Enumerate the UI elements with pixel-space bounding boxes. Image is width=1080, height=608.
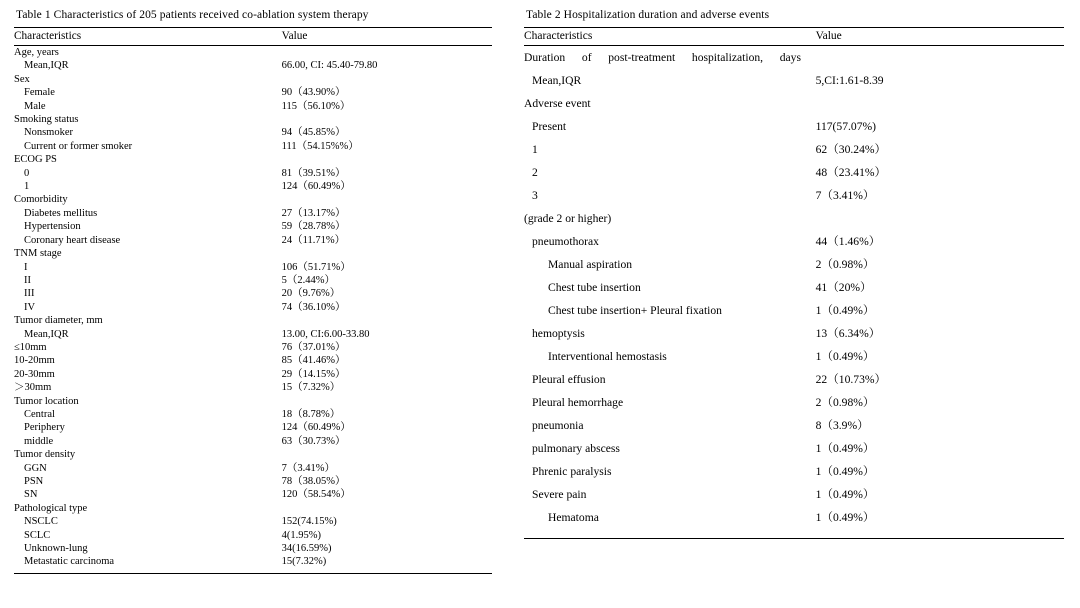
row-label: Mean,IQR: [532, 73, 582, 87]
row-label: Comorbidity: [14, 194, 68, 206]
rule-cell: [524, 529, 816, 539]
table-row: [524, 253, 1064, 276]
row-label: (grade 2 or higher): [524, 211, 612, 225]
table-row: [524, 460, 1064, 483]
row-label: 1: [24, 181, 30, 193]
row-value: [282, 314, 492, 327]
row-label: ＞30mm: [14, 382, 52, 394]
row-value: 94（45.85%）: [281, 127, 346, 139]
row-value: 15(7.32%): [281, 556, 327, 568]
table-row: [14, 46, 492, 60]
table-row: [14, 462, 492, 475]
table-row: [14, 529, 492, 542]
row-value: 13（6.34%）: [815, 326, 881, 340]
row-label: NSCLC: [24, 516, 58, 528]
table-row: [14, 59, 492, 72]
row-value: 1（0.49%）: [815, 510, 875, 524]
row-value: [282, 193, 492, 206]
row-label: 2: [532, 165, 538, 179]
table-row: [14, 408, 492, 421]
table-bottom-rule: [14, 571, 492, 574]
table-row: [14, 153, 492, 166]
table-row: [14, 448, 492, 461]
table-row: [524, 138, 1064, 161]
row-label: II: [24, 274, 31, 286]
table-row: [14, 341, 492, 354]
row-label: Pathological type: [14, 502, 88, 514]
row-value: 24（11.71%）: [281, 234, 346, 246]
row-value: [816, 207, 1064, 230]
row-value: 41（20%）: [815, 280, 872, 294]
row-value: 106（51.71%）: [281, 261, 351, 273]
row-label: TNM stage: [14, 248, 62, 260]
table-row: [14, 274, 492, 287]
row-value: 76（37.01%）: [281, 341, 346, 353]
row-label: Severe pain: [532, 487, 587, 501]
row-value: 63（30.73%）: [281, 435, 346, 447]
table-row: [524, 184, 1064, 207]
row-value: 62（30.24%）: [815, 142, 887, 156]
row-value: 27（13.17%）: [281, 207, 346, 219]
rule-cell: [14, 571, 282, 574]
table-row: [14, 502, 492, 515]
row-label: Female: [24, 87, 55, 99]
table-row: [524, 92, 1064, 115]
table-row: [524, 115, 1064, 138]
row-label: Pleural hemorrhage: [532, 395, 624, 409]
row-value: 78（38.05%）: [281, 476, 346, 487]
row-value: 44（1.46%）: [815, 234, 881, 248]
row-label: 20-30mm: [14, 368, 55, 380]
row-label: hemoptysis: [532, 326, 585, 340]
table-row: [14, 207, 492, 220]
row-label: 3: [532, 188, 538, 202]
table-row: [524, 391, 1064, 414]
row-label: GGN: [24, 462, 47, 474]
row-value: [282, 46, 492, 60]
row-label: Coronary heart disease: [24, 234, 121, 246]
row-label: Current or former smoker: [24, 140, 133, 152]
row-value: [282, 73, 492, 86]
row-label: pneumonia: [532, 418, 584, 432]
table-row: [14, 167, 492, 180]
row-value: 2（0.98%）: [815, 395, 875, 409]
row-value: 111（54.15%%）: [281, 140, 359, 152]
row-value: [282, 502, 492, 515]
table-1-header-row: [14, 28, 492, 46]
row-value: 5,CI:1.61-8.39: [815, 73, 884, 87]
table-row: [524, 230, 1064, 253]
row-value: [282, 448, 492, 461]
table-row: [14, 488, 492, 501]
row-label: Male: [24, 100, 46, 112]
row-value: 1（0.49%）: [815, 464, 875, 478]
row-value: 90（43.90%）: [281, 87, 346, 99]
row-value: 15（7.32%）: [281, 382, 341, 394]
row-label: pulmonary abscess: [532, 441, 620, 455]
row-value: 5（2.44%）: [281, 274, 336, 286]
table-row: [14, 354, 492, 367]
row-value: 7（3.41%）: [815, 188, 875, 202]
row-label: Interventional hemostasis: [548, 349, 667, 363]
row-label: Hematoma: [548, 510, 599, 524]
row-label: 0: [24, 167, 30, 179]
row-value: 59（28.78%）: [281, 221, 346, 233]
row-value: 48（23.41%）: [815, 165, 887, 179]
row-label: Mean,IQR: [24, 328, 69, 340]
row-value: 13.00, CI:6.00-33.80: [281, 328, 370, 340]
row-value: 66.00, CI: 45.40-79.80: [281, 60, 378, 72]
row-label: I: [24, 261, 28, 273]
table-row: [14, 395, 492, 408]
row-label: Smoking status: [14, 114, 79, 126]
table-row: [524, 345, 1064, 368]
table-row: [14, 368, 492, 381]
row-label: Age, years: [14, 47, 59, 58]
row-label: 1: [532, 142, 538, 156]
row-label: ECOG PS: [14, 154, 57, 166]
row-value: 20（9.76%）: [281, 288, 341, 300]
row-label: Chest tube insertion: [548, 280, 641, 294]
row-label: Tumor location: [14, 395, 79, 407]
table-row: [524, 161, 1064, 184]
row-label: middle: [24, 435, 54, 447]
table-row: [14, 261, 492, 274]
table-row: [14, 555, 492, 570]
table-2-caption: Table 2 Hospitalization duration and adverse events: [526, 9, 770, 21]
table-row: [14, 328, 492, 341]
row-value: 81（39.51%）: [281, 167, 346, 179]
row-label: 10-20mm: [14, 355, 55, 367]
row-value: 1（0.49%）: [815, 349, 875, 363]
row-value: [282, 247, 492, 260]
table-row: [14, 180, 492, 193]
row-label: III: [24, 288, 35, 300]
row-label: Metastatic carcinoma: [24, 556, 115, 568]
rule-cell: [816, 529, 1064, 539]
table-row: [14, 301, 492, 314]
row-label: Mean,IQR: [24, 60, 69, 72]
table-row: [14, 435, 492, 448]
table-row: [524, 69, 1064, 92]
row-label: Tumor diameter, mm: [14, 315, 103, 327]
table-1-col-value: Value: [282, 28, 492, 46]
row-label: Sex: [14, 73, 30, 85]
row-value: 1（0.49%）: [815, 303, 875, 317]
table-row: [14, 86, 492, 99]
row-label: Hypertension: [24, 221, 81, 233]
table-row: [14, 542, 492, 555]
table-2-header-row: [524, 28, 1064, 46]
row-label: Periphery: [24, 422, 65, 434]
row-value: 22（10.73%）: [815, 372, 887, 386]
table-row: [14, 234, 492, 247]
row-value: [816, 92, 1064, 115]
row-value: 1（0.49%）: [815, 487, 875, 501]
row-value: 7（3.41%）: [281, 462, 336, 474]
row-value: 124（60.49%）: [281, 181, 351, 193]
table-row: [14, 381, 492, 394]
row-label: Present: [532, 119, 567, 133]
row-label: Nonsmoker: [24, 127, 73, 139]
table-2: [524, 27, 1064, 539]
table-row: [14, 113, 492, 126]
row-label: ≤10mm: [14, 341, 47, 353]
row-label: Diabetes mellitus: [24, 207, 98, 219]
table-row: [14, 126, 492, 139]
row-value: 2（0.98%）: [815, 257, 875, 271]
row-label: Pleural effusion: [532, 372, 606, 386]
table-row: [14, 247, 492, 260]
table-row: [14, 140, 492, 153]
row-value: 117(57.07%): [815, 119, 877, 133]
row-value: 1（0.49%）: [815, 441, 875, 455]
row-value: 8（3.9%）: [815, 418, 869, 432]
table-2-col-characteristics: Characteristics: [524, 28, 816, 46]
table-row: [524, 414, 1064, 437]
table-1-caption: Table 1 Characteristics of 205 patients received co-ablation system therapy: [16, 9, 369, 21]
row-label: PSN: [24, 476, 44, 487]
row-label: SN: [24, 489, 38, 501]
table-2-col-value: Value: [816, 28, 1064, 46]
table-row: [14, 515, 492, 528]
row-value: 85（41.46%）: [281, 355, 346, 367]
table-row: [524, 299, 1064, 322]
table-2-block: [524, 8, 1064, 539]
table-row: [14, 100, 492, 113]
row-value: [816, 46, 1064, 70]
rule-cell: [282, 571, 492, 574]
table-row: [14, 73, 492, 86]
table-row: [524, 437, 1064, 460]
table-row: [14, 475, 492, 488]
row-value: 34(16.59%): [281, 543, 332, 555]
table-row: [524, 46, 1064, 70]
table-row: [524, 483, 1064, 506]
table-bottom-rule: [524, 529, 1064, 539]
table-1-block: [14, 8, 500, 574]
row-value: 4(1.95%): [281, 529, 322, 541]
table-row: [524, 322, 1064, 345]
table-1-body: [14, 46, 492, 574]
row-value: [282, 113, 492, 126]
row-value: 18（8.78%）: [281, 408, 341, 420]
table-row: [14, 287, 492, 300]
row-label: IV: [24, 301, 36, 313]
row-label: Tumor density: [14, 449, 76, 461]
row-value: 120（58.54%）: [281, 489, 351, 501]
row-label: pneumothorax: [532, 234, 599, 248]
table-row: [524, 276, 1064, 299]
table-row: [524, 207, 1064, 230]
row-value: [282, 395, 492, 408]
row-label-text: Duration of post-treatment hospitalization, days: [524, 50, 801, 64]
row-value: 29（14.15%）: [281, 368, 346, 380]
table-1-col-characteristics: Characteristics: [14, 28, 282, 46]
row-label: Adverse event: [524, 96, 591, 110]
table-row: [14, 220, 492, 233]
row-value: 152(74.15%): [281, 516, 337, 528]
table-row: [14, 314, 492, 327]
row-label: Chest tube insertion+ Pleural fixation: [548, 303, 722, 317]
row-label: SCLC: [24, 529, 51, 541]
table-row: [14, 193, 492, 206]
row-label: Manual aspiration: [548, 257, 633, 271]
row-label: Phrenic paralysis: [532, 464, 612, 478]
table-2-body: [524, 46, 1064, 539]
table-row: [524, 506, 1064, 529]
row-value: 115（56.10%）: [281, 100, 351, 112]
table-row: [14, 421, 492, 434]
row-value: 74（36.10%）: [281, 301, 346, 313]
row-label: Central: [24, 408, 55, 420]
row-value: [282, 153, 492, 166]
table-1: [14, 27, 492, 574]
row-value: 124（60.49%）: [281, 422, 351, 434]
table-row: [524, 368, 1064, 391]
row-label: [524, 46, 816, 70]
row-label: Unknown-lung: [24, 543, 88, 555]
